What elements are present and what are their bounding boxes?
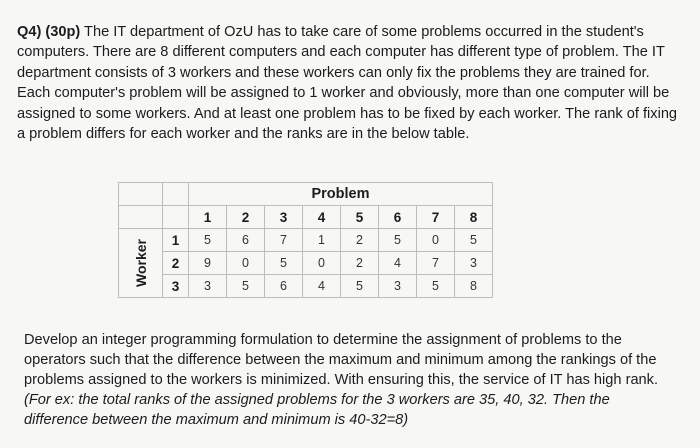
problem-number: 3 [265, 206, 303, 229]
rank-cell: 0 [227, 252, 265, 275]
rank-cell: 3 [455, 252, 493, 275]
rank-cell: 5 [227, 275, 265, 298]
task-text [24, 330, 664, 430]
rank-cell: 9 [189, 252, 227, 275]
table-title-row [119, 183, 493, 206]
rank-cell: 3 [379, 275, 417, 298]
problem-number-row [119, 206, 493, 229]
problem-number: 5 [341, 206, 379, 229]
problem-number: 4 [303, 206, 341, 229]
rank-cell: 2 [341, 229, 379, 252]
corner-cell [119, 206, 163, 229]
worker-header: Worker [132, 239, 149, 287]
question-label: Q4) (30p) [17, 24, 81, 40]
rank-cell: 5 [265, 252, 303, 275]
task-example: (For ex: the total ranks of the assigned problems for the 3 workers are 35, 40, 32. Then the difference between the maximum and minimum is 40-32=8) [24, 392, 610, 428]
rank-cell: 4 [303, 275, 341, 298]
corner-cell [163, 206, 189, 229]
rank-cell: 5 [417, 275, 455, 298]
rank-cell: 6 [227, 229, 265, 252]
rank-cell: 3 [189, 275, 227, 298]
rank-cell: 6 [265, 275, 303, 298]
rank-cell: 8 [455, 275, 493, 298]
rank-cell: 0 [417, 229, 455, 252]
problem-header: Problem [189, 183, 493, 206]
corner-cell [119, 183, 163, 206]
rank-cell: 1 [303, 229, 341, 252]
question-intro: The IT department of OzU has to take care of some problems occurred in the student's computers. There are 8 different computers and each computer has different type of problem. The IT department consists of 3 workers and these workers can only fix the problems they are trained for. Each computer's problem will be assigned to 1 worker and obviously, more than one computer will be assigned to some workers. And at least one problem has to be fixed by each worker. The rank of fixing a problem differs for each worker and the ranks are in the below table. [17, 24, 678, 143]
task-instruction: Develop an integer programming formulation to determine the assignment of problems to the operators such that the difference between the maximum and minimum among the rankings of the problems assigned to the workers is minimized. With ensuring this, the service of IT has high rank. [24, 332, 659, 388]
rank-cell: 5 [379, 229, 417, 252]
question-text [17, 22, 682, 144]
problem-number: 7 [417, 206, 455, 229]
rank-cell: 4 [379, 252, 417, 275]
rank-table [118, 182, 493, 298]
rank-cell: 7 [417, 252, 455, 275]
rank-cell: 5 [341, 275, 379, 298]
worker-number: 3 [163, 275, 189, 298]
table-row [119, 229, 493, 252]
rank-cell: 2 [341, 252, 379, 275]
table-row [119, 252, 493, 275]
worker-number: 1 [163, 229, 189, 252]
problem-number: 8 [455, 206, 493, 229]
rank-cell: 0 [303, 252, 341, 275]
rank-cell: 5 [455, 229, 493, 252]
table-row [119, 275, 493, 298]
worker-header-cell [119, 229, 163, 298]
problem-number: 2 [227, 206, 265, 229]
problem-number: 6 [379, 206, 417, 229]
rank-cell: 7 [265, 229, 303, 252]
worker-number: 2 [163, 252, 189, 275]
corner-cell [163, 183, 189, 206]
rank-cell: 5 [189, 229, 227, 252]
problem-number: 1 [189, 206, 227, 229]
